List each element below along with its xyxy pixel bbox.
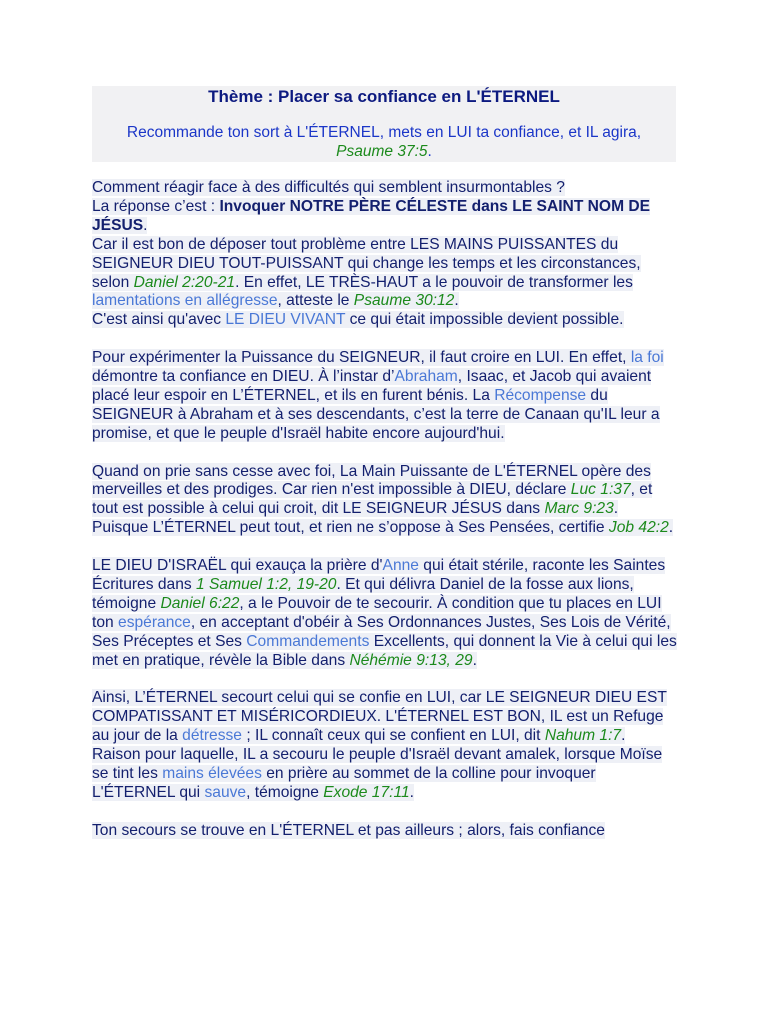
p5-text: . [409,783,415,801]
paragraph-2 [92,349,678,444]
p2-text: démontre ta confiance en DIEU. À l’instar d’ [92,368,395,386]
bible-reference[interactable]: Job 42:2 [608,519,669,537]
paragraph-3 [92,463,678,539]
p5-text: , témoigne [246,783,324,801]
p1-text: , atteste le [277,292,354,310]
p1-text: C'est ainsi qu'avec [92,311,226,329]
p5-text: . Raison pour laquelle, IL a secouru le peuple d'Israël devant amalek, lorsque Moïse se tint les [92,727,663,783]
keyword-link[interactable]: mains élevées [162,765,262,783]
keyword-link[interactable]: espérance [118,613,191,631]
bible-reference[interactable]: Psaume 30:12 [353,292,455,310]
p4-text: . [472,651,477,669]
p2-text: du SEIGNEUR à Abraham et à ses descendants, c’est la terre de Canaan qu'IL leur a promise, et que le peuple d'Israël habite encore aujourd'hui. [92,386,660,442]
keyword-link[interactable]: lamentations en allégresse [92,292,278,310]
p4-text: , en acceptant d'obéir à Ses Ordonnances Justes, Ses Lois de Vérité, Ses Préceptes et Ses [92,613,671,650]
p1-text: . [454,292,459,310]
keyword-link[interactable]: la foi [630,349,664,367]
keyword-link[interactable]: Abraham [394,368,458,386]
verse-reference: Psaume 37:5 [336,143,428,160]
p4-text: , a le Pouvoir de te secourir. À condition que tu places en LUI ton [92,594,662,631]
p1-text: Comment réagir face à des difficultés qui semblent insurmontables ? [92,179,565,196]
p3-text: Quand on prie sans cesse avec foi, La Main Puissante de L'ÉTERNEL opère des merveilles et des prodiges. Car rien n'est impossible à DIEU, déclare [92,462,651,499]
paragraph-1 [92,179,678,330]
keyword-link[interactable]: Récompense [494,386,587,404]
bible-reference[interactable]: 1 Samuel 1:2, 19-20 [196,575,337,593]
p2-text: Pour expérimenter la Puissance du SEIGNEUR, il faut croire en LUI. En effet, [92,349,631,367]
p1-text: La réponse c’est : [92,197,220,215]
p5-text: ; IL connaît ceux qui se confient en LUI, dit [241,727,545,745]
p1-text: Car il est bon de déposer tout problème entre LES MAINS PUISSANTES du SEIGNEUR DIEU TOUT-PUISSANT qui change les temps et les circonstances, selon [92,235,641,291]
p2-text: , Isaac, et Jacob qui avaient placé leur espoir en L’ÉTERNEL, et ils en furent bénis. La [92,368,652,404]
header-verse [92,123,676,161]
p5-text: en prière au sommet de la colline pour invoquer L'ÉTERNEL qui [92,765,596,801]
bible-reference[interactable]: Daniel 6:22 [160,594,240,612]
paragraph-4 [92,557,678,670]
verse-end: . [427,143,432,160]
paragraph-6 [92,822,678,841]
document-body [92,179,678,860]
page-title: Thème : Placer sa confiance en L'ÉTERNEL [208,87,560,106]
p4-text: . Et qui délivra Daniel de la fosse aux lions, témoigne [92,575,634,612]
bible-reference[interactable]: Nahum 1:7 [544,727,622,745]
verse-text: Recommande ton sort à L'ÉTERNEL, mets en LUI ta confiance, et IL agira, [126,124,642,141]
p4-text: Excellents, qui donnent la Vie à celui qui les met en pratique, révèle la Bible dans [92,632,677,669]
p5-text: Ainsi, L’ÉTERNEL secourt celui qui se confie en LUI, car LE SEIGNEUR DIEU EST COMPATISSANT ET MISÉRICORDIEUX. L'ÉTERNEL EST BON, IL est un Refuge au jour de la [92,689,667,745]
bible-reference[interactable]: Daniel 2:20-21 [133,273,236,291]
bible-reference[interactable]: Luc 1:37 [570,481,631,499]
bible-reference[interactable]: Néhémie 9:13, 29 [349,651,473,669]
p4-text: qui était stérile, raconte les Saintes Écritures dans [92,557,666,593]
paragraph-5 [92,689,678,802]
keyword-link[interactable]: Anne [382,557,419,575]
keyword-link[interactable]: détresse [182,727,242,745]
keyword-link[interactable]: LE DIEU VIVANT [225,311,346,329]
keyword-link[interactable]: Commandements [246,632,370,650]
p3-text: , et tout est possible à celui qui croit, dit LE SEIGNEUR JÉSUS dans [92,481,653,518]
p6-text: Ton secours se trouve en L'ÉTERNEL et pas ailleurs ; alors, fais confiance [92,821,605,839]
p1-text: ce qui était impossible devient possible. [345,311,624,329]
p1-bold-text: Invoquer NOTRE PÈRE CÉLESTE dans LE SAINT NOM DE JÉSUS [92,197,651,234]
bible-reference[interactable]: Marc 9:23 [544,500,614,518]
p1-text: . [143,216,148,234]
keyword-link[interactable]: sauve [204,783,247,801]
bible-reference[interactable]: Exode 17:11 [323,783,410,801]
p1-text: . En effet, LE TRÈS-HAUT a le pouvoir de transformer les [235,273,633,291]
p3-text: . Puisque L’ÉTERNEL peut tout, et rien ne s’oppose à Ses Pensées, certifie [92,500,619,537]
p3-text: . [668,519,674,537]
p4-text: LE DIEU D'ISRAËL qui exauça la prière d' [92,557,383,575]
